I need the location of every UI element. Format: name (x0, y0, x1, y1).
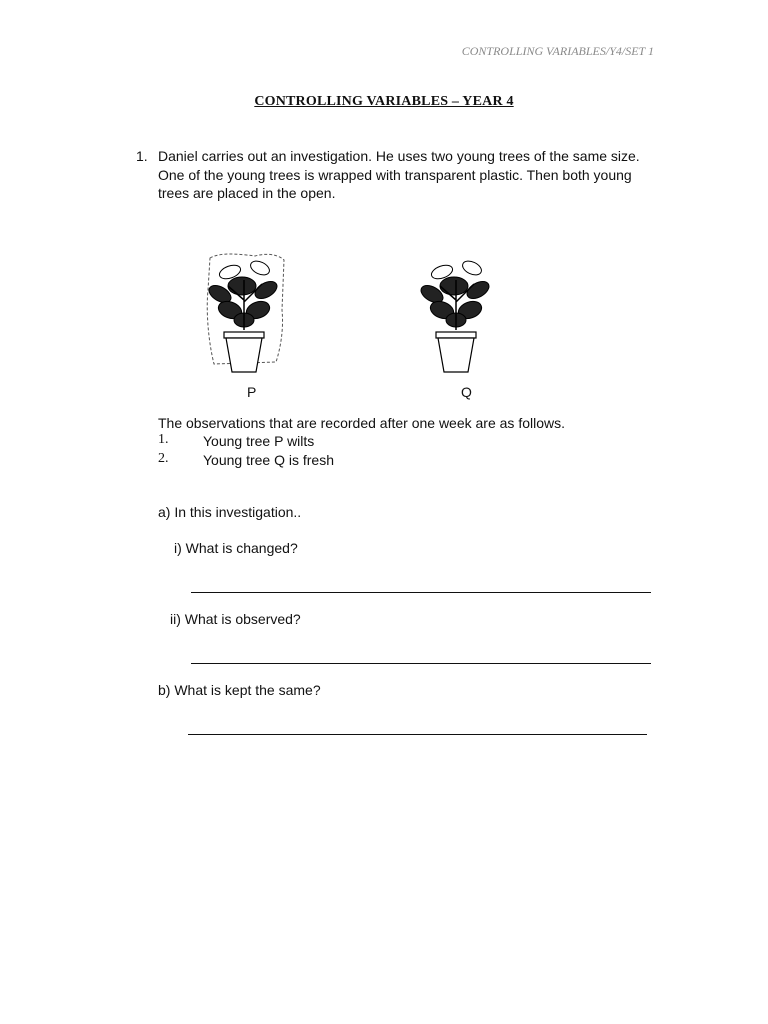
part-b-question: b) What is kept the same? (158, 682, 321, 698)
part-a-ii-question: ii) What is observed? (170, 611, 301, 627)
plant-q-label: Q (461, 384, 472, 400)
page-title: CONTROLLING VARIABLES – YEAR 4 (254, 94, 514, 109)
observation-number: 1. (158, 432, 169, 447)
observation-number: 2. (158, 451, 169, 466)
plant-q-illustration (412, 250, 500, 378)
part-a-i-question: i) What is changed? (174, 540, 298, 556)
answer-line-a-ii[interactable] (191, 663, 651, 664)
question-text: Daniel carries out an investigation. He uses two young trees of the same size. One of the young trees is wrapped with transparent plastic. Then both young trees are placed in the open. (158, 148, 640, 201)
header-reference: CONTROLLING VARIABLES/Y4/SET 1 (461, 44, 654, 58)
answer-line-a-i[interactable] (191, 592, 651, 593)
answer-line-b[interactable] (188, 734, 647, 735)
plant-p-illustration (200, 250, 288, 378)
observation-text: Young tree P wilts (203, 433, 315, 449)
observations-intro: The observations that are recorded after one week are as follows. (158, 415, 565, 431)
observation-text: Young tree Q is fresh (203, 452, 335, 468)
question-number: 1. (136, 148, 148, 164)
part-a-label: a) In this investigation.. (158, 504, 302, 520)
plant-p-label: P (247, 384, 257, 400)
